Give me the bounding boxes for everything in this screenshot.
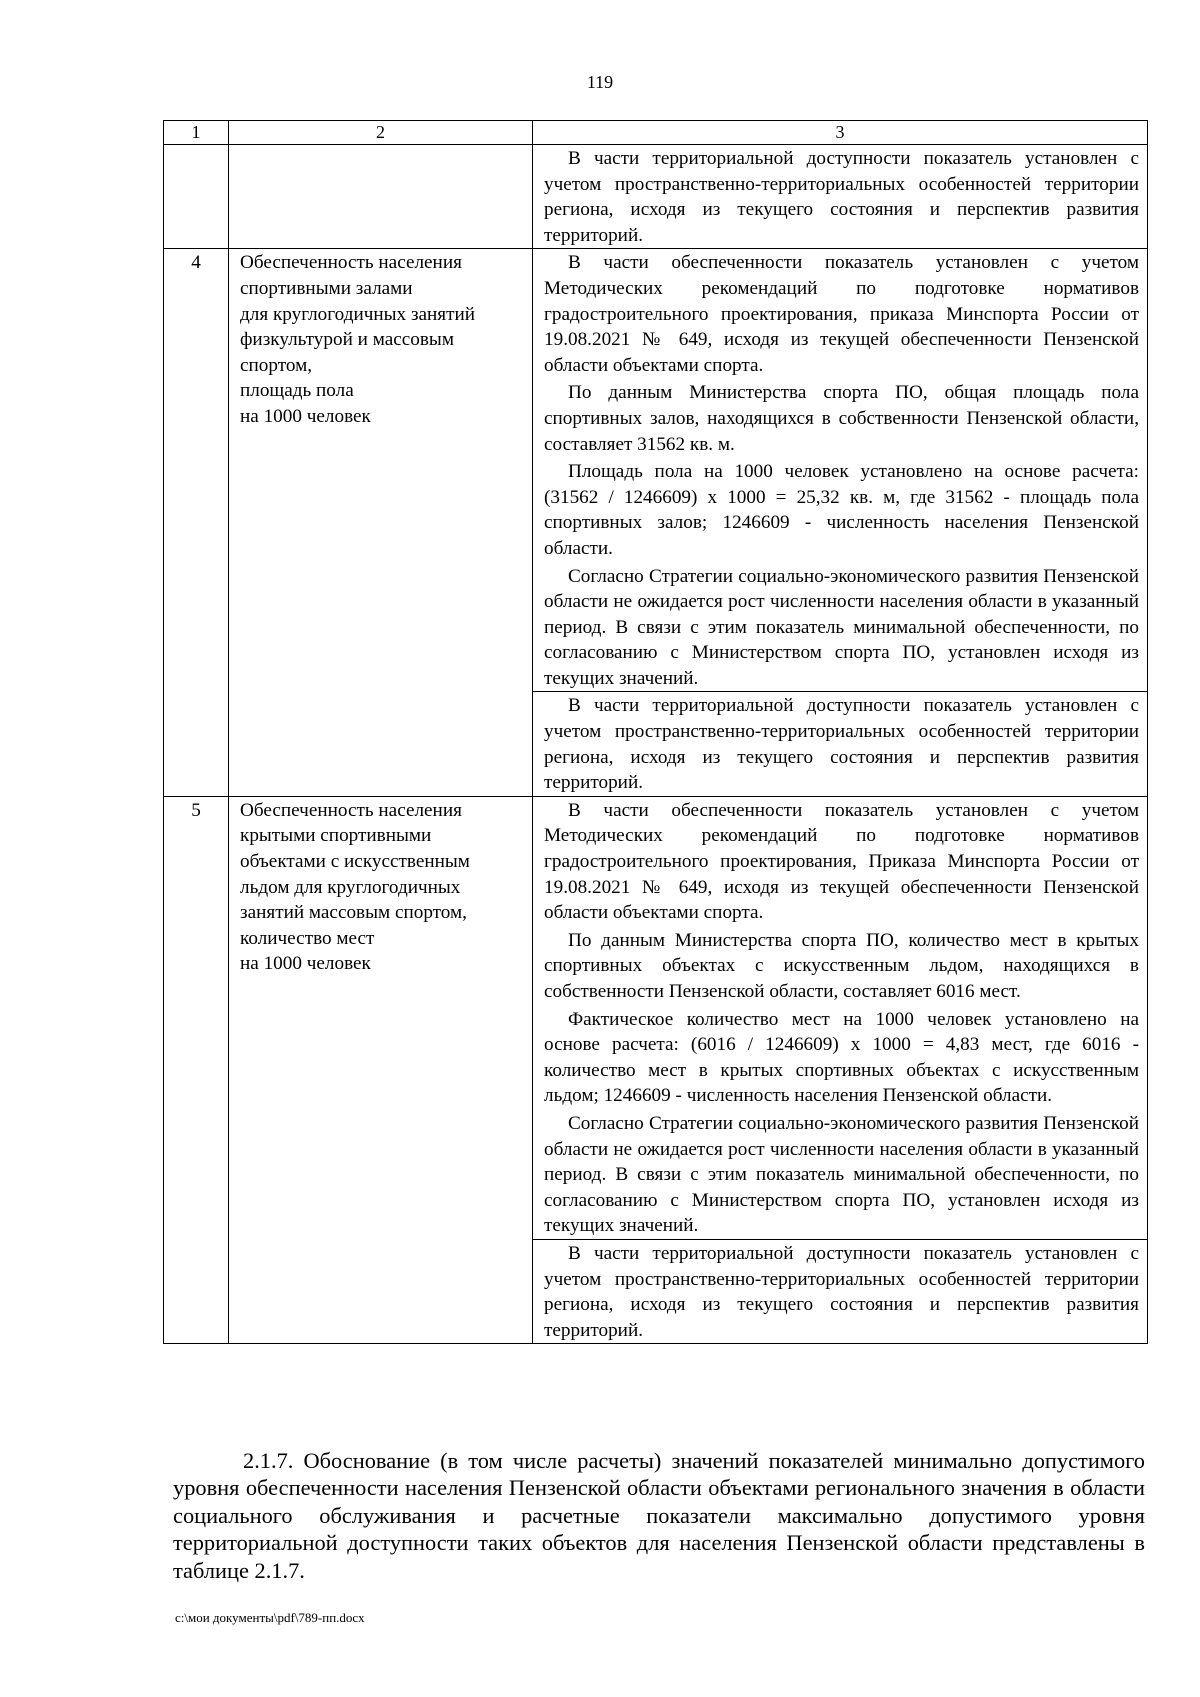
table-body bbox=[164, 145, 1148, 1344]
indicators-table bbox=[163, 120, 1148, 1344]
indicator-name-line: Обеспеченность населения bbox=[240, 799, 462, 821]
justification-cell bbox=[533, 692, 1148, 796]
column-header: 2 bbox=[229, 121, 533, 145]
indicator-name-line: физкультурой и массовым bbox=[240, 329, 454, 351]
indicator-name-line: количество мест bbox=[240, 927, 375, 949]
justification-paragraph: По данным Министерства спорта ПО, общая площадь пола спортивных залов, находящихся в собственности Пензенской области, составляет 31562 кв. м. bbox=[544, 382, 1139, 455]
justification-paragraph: По данным Министерства спорта ПО, количество мест в крытых спортивных объектах с искусственным льдом, находящихся в собственности Пензенской области, составляет 6016 мест. bbox=[544, 929, 1139, 1002]
justification-paragraph: Согласно Стратегии социально-экономического развития Пензенской области не ожидается рост численности населения области в указанный период. В связи с этим показатель минимальной обеспеченности, по согласованию с Министерством спорта ПО, установлен исходя из текущих значений. bbox=[544, 1112, 1139, 1237]
indicator-name-line: на 1000 человек bbox=[240, 405, 371, 427]
row-number: 4 bbox=[164, 249, 229, 796]
indicator-name-line: объектами с искусственным bbox=[240, 851, 470, 873]
justification-paragraph: В части территориальной доступности показатель установлен с учетом пространственно-территориальных особенностей территории региона, исходя из текущего состояния и перспектив развития территорий. bbox=[544, 695, 1139, 794]
justification-paragraph: Согласно Стратегии социально-экономического развития Пензенской области не ожидается рост численности населения области в указанный период. В связи с этим показатель минимальной обеспеченности, по согласованию с Министерством спорта ПО, установлен исходя из текущих значений. bbox=[544, 565, 1139, 689]
justification-paragraph: Фактическое количество мест на 1000 человек установлено на основе расчета: (6016 / 1246609) x 1000 = 4,83 мест, где 6016 - количество мест в крытых спортивных объектах с искусственным льдом; 1246609 - численность населения Пензенской области. bbox=[544, 1008, 1139, 1107]
indicator-name-line: льдом для круглогодичных bbox=[240, 876, 461, 898]
table-row bbox=[164, 249, 1148, 692]
table-row bbox=[164, 796, 1148, 1239]
justification-paragraph: В части территориальной доступности показатель установлен с учетом пространственно-территориальных особенностей территории региона, исходя из текущего состояния и перспектив развития территорий. bbox=[544, 1242, 1139, 1341]
indicator-name-line: на 1000 человек bbox=[240, 953, 371, 975]
file-path-footer: c:\мои документы\pdf\789-пп.docx bbox=[175, 1610, 365, 1625]
column-header: 3 bbox=[533, 121, 1148, 145]
indicator-name-line: занятий массовым спортом, bbox=[240, 902, 467, 924]
justification-cell bbox=[533, 796, 1148, 1239]
justification-cell bbox=[533, 1239, 1148, 1343]
indicator-name bbox=[229, 249, 533, 796]
row-number: 5 bbox=[164, 796, 229, 1343]
page-number: 119 bbox=[586, 72, 614, 92]
indicator-name-line: для круглогодичных занятий bbox=[240, 303, 476, 325]
indicator-name-line: Обеспеченность населения bbox=[240, 252, 462, 274]
row-number bbox=[164, 145, 229, 249]
justification-paragraph: В части территориальной доступности показатель установлен с учетом пространственно-территориальных особенностей территории региона, исходя из текущего состояния и перспектив развития территорий. bbox=[544, 148, 1139, 246]
justification-paragraph: Площадь пола на 1000 человек установлено на основе расчета: (31562 / 1246609) x 1000 = 25,32 кв. м, где 31562 - площадь пола спортивных залов; 1246609 - численность населения Пензенской области. bbox=[544, 461, 1139, 559]
justification-paragraph: В части обеспеченности показатель установлен с учетом Методических рекомендаций по подготовке нормативов градостроительного проектирования, приказа Минспорта России от 19.08.2021 № 649, исходя из текущей обеспеченности Пензенской области объектами спорта. bbox=[544, 252, 1139, 376]
section-paragraph: 2.1.7. Обоснование (в том числе расчеты) значений показателей минимально допустимого уровня обеспеченности населения Пензенской области объектами регионального значения в области социального обслуживания и расчетные показатели максимально допустимого уровня территориальной доступности таких объектов для населения Пензенской области представлены в таблице 2.1.7. bbox=[173, 1448, 1145, 1583]
indicator-name bbox=[229, 796, 533, 1343]
indicator-name-line: площадь пола bbox=[240, 380, 354, 402]
justification-paragraph: В части обеспеченности показатель установлен с учетом Методических рекомендаций по подготовке нормативов градостроительного проектирования, Приказа Минспорта России от 19.08.2021 № 649, исходя из текущей обеспеченности Пензенской области объектами спорта. bbox=[544, 799, 1139, 924]
table-row bbox=[164, 145, 1148, 249]
indicator-name-line: спортом, bbox=[240, 354, 313, 376]
justification-cell bbox=[533, 249, 1148, 692]
table-header-row bbox=[164, 121, 1148, 145]
indicator-name-line: крытыми спортивными bbox=[240, 825, 432, 847]
justification-cell bbox=[533, 145, 1148, 249]
indicator-name bbox=[229, 145, 533, 249]
column-header: 1 bbox=[164, 121, 229, 145]
indicator-name-line: спортивными залами bbox=[240, 277, 413, 299]
